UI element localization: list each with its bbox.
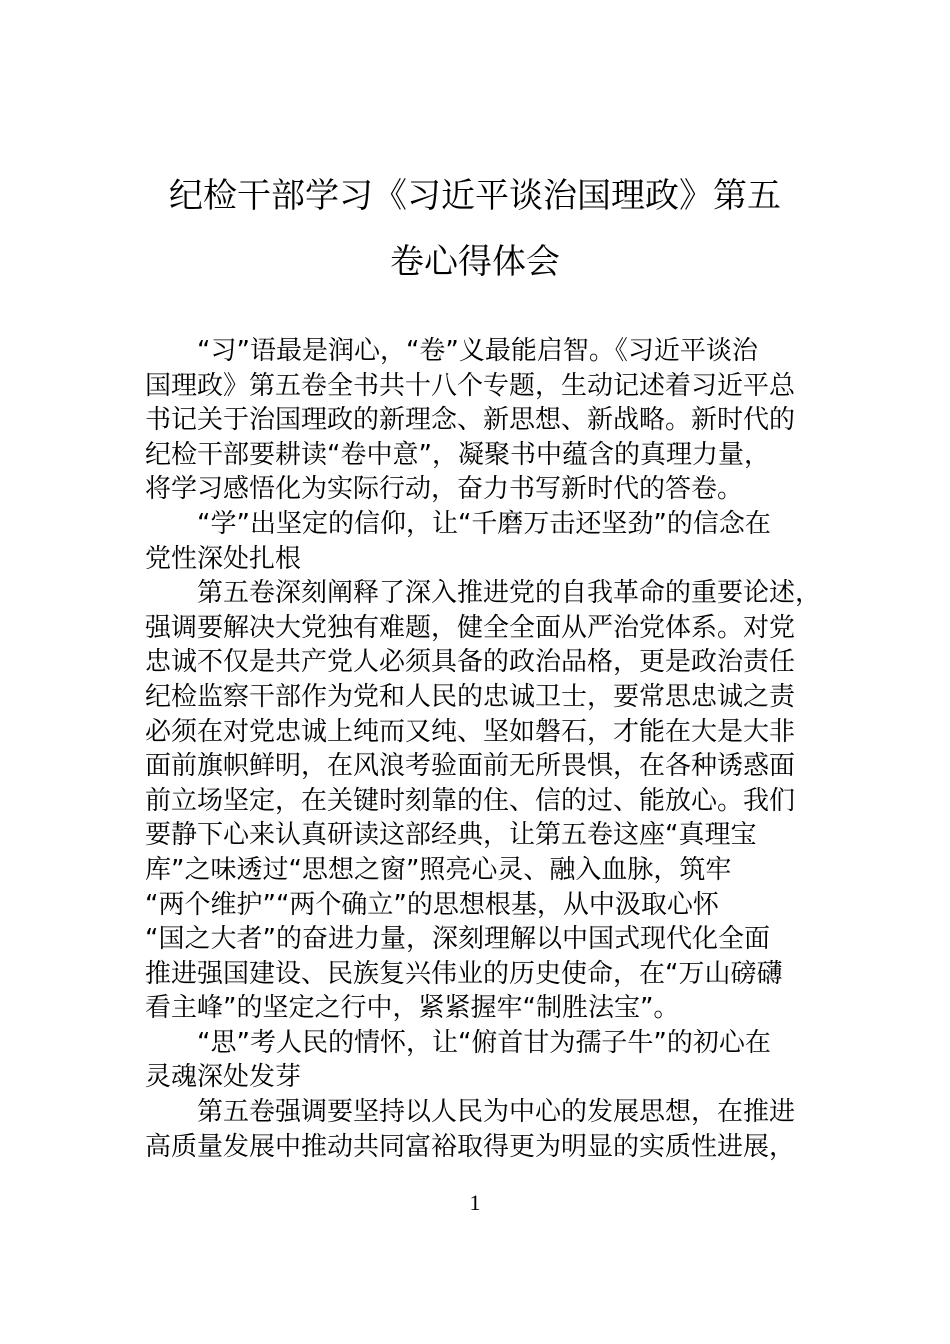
paragraph-1-line: 国理政》第五卷全书共十八个专题，生动记述着习近平总	[145, 370, 796, 401]
paragraph-2-line: 强调要解决大党独有难题，健全全面从严治党体系。对党	[145, 612, 796, 643]
paragraph-2-line: 第五卷深刻阐释了深入推进党的自我革命的重要论述，	[197, 578, 822, 609]
section-heading-2-line: “思”考人民的情怀，让“俯首甘为孺子牛”的初心在	[197, 1027, 771, 1058]
paragraph-2-line: 看主峰”的坚定之行中，紧紧握牢“制胜法宝”。	[145, 993, 680, 1024]
paragraph-2-line: 必须在对党忠诚上纯而又纯、坚如磐石，才能在大是大非	[145, 716, 796, 747]
paragraph-2-line: “国之大者”的奋进力量，深刻理解以中国式现代化全面	[145, 924, 770, 955]
paragraph-2-line: 面前旗帜鲜明，在风浪考验面前无所畏惧，在各种诱惑面	[145, 751, 796, 782]
paragraph-2-line: “两个维护”“两个确立”的思想根基，从中汲取心怀	[145, 889, 719, 920]
paragraph-3-line: 高质量发展中推动共同富裕取得更为明显的实质性进展，	[145, 1131, 796, 1162]
paragraph-2-line: 推进强国建设、民族复兴伟业的历史使命，在“万山磅礴	[145, 958, 783, 989]
paragraph-1-line: 书记关于治国理政的新理念、新思想、新战略。新时代的	[145, 405, 796, 436]
paragraph-2-line: 库”之味透过“思想之窗”照亮心灵、融入血脉，筑牢	[145, 854, 732, 885]
section-heading-1-line: “学”出坚定的信仰，让“千磨万击还坚劲”的信念在	[197, 508, 771, 539]
paragraph-1-line: 将学习感悟化为实际行动，奋力书写新时代的答卷。	[145, 474, 744, 505]
document-body	[145, 334, 845, 1164]
paragraph-1-line: “习”语最是润心，“卷”义最能启智。《习近平谈治	[197, 336, 758, 366]
paragraph-3-line: 第五卷强调要坚持以人民为中心的发展思想，在推进	[197, 1097, 796, 1128]
paragraph-2-line: 忠诚不仅是共产党人必须具备的政治品格，更是政治责任	[145, 647, 796, 678]
page-number: 1	[469, 1190, 481, 1215]
document-title-line-2: 卷心得体会	[390, 242, 560, 282]
paragraph-2-line: 纪检监察干部作为党和人民的忠诚卫士，要常思忠诚之责	[145, 681, 796, 712]
paragraph-1-line: 纪检干部要耕读“卷中意”，凝聚书中蕴含的真理力量，	[145, 439, 770, 470]
document-title-line-1: 纪检干部学习《习近平谈治国理政》第五	[169, 176, 781, 216]
section-heading-1-line: 党性深处扎根	[145, 543, 302, 574]
section-heading-2-line: 灵魂深处发芽	[145, 1062, 302, 1093]
paragraph-2-line: 要静下心来认真研读这部经典，让第五卷这座“真理宝	[145, 820, 757, 851]
paragraph-2-line: 前立场坚定，在关键时刻靠的住、信的过、能放心。我们	[145, 785, 796, 816]
